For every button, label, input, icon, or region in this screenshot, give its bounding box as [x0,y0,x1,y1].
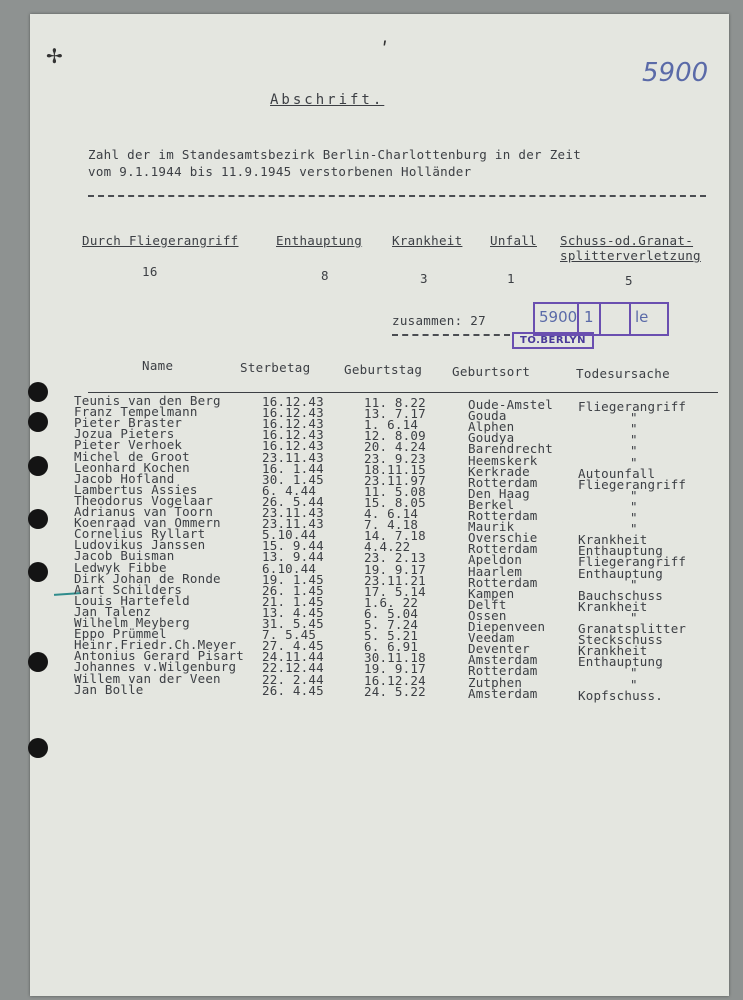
row-birth-date: 5. 7.24 [364,617,419,632]
row-death-date: 30. 1.45 [262,471,324,487]
punch-hole [28,456,48,476]
total-underline [392,334,510,336]
row-name: Ledwyk Fibbe [74,559,167,575]
destination-stamp: TO.BERLYN [512,332,594,349]
row-birth-date: 5. 5.21 [364,628,419,644]
total-label: zusammen: 27 [392,313,486,328]
row-cause: Granatsplitter [578,621,687,636]
row-birth-date: 19. 9.17 [364,661,426,677]
row-birth-place: Diepenveen [468,619,546,634]
row-cause: Fliegerangriff [578,476,687,492]
row-birth-place: Kerkrade [468,463,530,479]
row-death-date: 16.12.43 [262,438,324,454]
row-birth-date: 20. 4.24 [364,439,426,455]
row-birth-place: Berkel [468,496,515,512]
row-death-date: 7. 5.45 [262,627,317,643]
punch-hole [28,562,48,582]
row-cause: Autounfall [578,465,656,481]
document-page [30,14,729,996]
row-name: Jacob Buisman [74,548,175,564]
dashed-rule [88,195,706,197]
row-cause: Steckschuss [578,632,663,648]
row-name: Cornelius Ryllart [74,526,206,542]
row-name: Pieter Braster [74,415,183,431]
row-death-date: 6. 4.44 [262,482,317,498]
row-death-date: 19. 1.45 [262,571,324,587]
row-death-date: 23.11.43 [262,505,324,520]
row-cause: Fliegerangriff [578,554,687,570]
row-death-date: 26. 1.45 [262,582,324,598]
row-name: Dirk Johan de Ronde [74,570,221,586]
row-name: Franz Tempelmann [74,404,198,420]
row-death-date: 16.12.43 [262,416,324,432]
row-cause: " [630,432,638,448]
row-name: Jan Talenz [74,603,152,619]
stamp-field-3: le [635,308,649,326]
row-birth-place: Delft [468,596,507,612]
row-death-date: 21. 1.45 [262,593,324,609]
row-cause: " [630,676,638,692]
row-death-date: 16.12.43 [262,394,324,409]
row-birth-date: 1. 6.14 [364,417,419,433]
cause-heading-gunshot-line1: Schuss-od.Granat- [560,233,694,248]
row-death-date: 16.12.43 [262,405,324,421]
col-death-date: Sterbetag [240,360,311,375]
row-birth-place: Rotterdam [468,663,538,679]
row-name: Jan Bolle [74,681,144,697]
row-name: Koenraad van Ommern [74,515,221,531]
row-birth-date: 7. 4.18 [364,517,419,533]
row-name: Ludovikus Janssen [74,537,206,553]
col-birth-place: Geburtsort [452,364,531,379]
row-cause: Enthauptung [578,543,663,559]
row-death-date: 16. 1.44 [262,460,324,476]
stamp-field-2: 1 [584,308,594,326]
row-birth-date: 19. 9.17 [364,561,426,577]
row-birth-date: 11. 8.22 [364,395,426,410]
row-cause: " [630,454,638,470]
row-birth-place: Gouda [468,408,507,424]
row-name: Theodorus Vogelaar [74,492,214,508]
row-birth-place: Alphen [468,419,515,435]
punch-hole [28,509,48,529]
cause-heading-beheading: Enthauptung [276,233,363,248]
row-birth-place: Goudya [468,430,515,446]
row-birth-date: 16.12.24 [364,672,426,688]
row-birth-date: 23. 2.13 [364,550,426,566]
cause-heading-accident: Unfall [490,233,537,248]
row-death-date: 15. 9.44 [262,538,324,554]
row-name: Adrianus van Toorn [74,504,214,519]
punch-hole [28,382,48,402]
row-cause: Bauchschuss [578,587,663,603]
row-birth-place: Zutphen [468,674,523,690]
row-death-date: 23.11.43 [262,449,324,465]
cause-heading-air-raid: Durch Fliegerangriff [82,233,239,248]
row-cause: " [630,498,638,514]
cause-heading-illness: Krankheit [392,233,463,248]
row-death-date: 23.11.43 [262,516,324,532]
row-death-date: 13. 9.44 [262,549,324,565]
row-name: Jozua Pieters [74,426,175,442]
row-birth-date: 6. 5.04 [364,605,419,621]
cause-heading-gunshot-line2: splitterverletzung [560,248,701,263]
row-birth-place: Overschie [468,530,538,546]
row-cause: " [630,421,638,437]
row-birth-date: 6. 6.91 [364,639,419,655]
row-death-date: 22. 2.44 [262,671,324,687]
row-death-date: 24.11.44 [262,649,324,665]
row-birth-place: Apeldon [468,552,523,568]
row-death-date: 27. 4.45 [262,638,324,654]
row-birth-date: 1.6. 22 [364,594,419,610]
archive-stamp [533,302,669,336]
row-birth-place: Haarlem [468,563,523,579]
row-name: Johannes v.Wilgenburg [74,659,237,675]
row-cause: Enthauptung [578,654,663,670]
row-birth-place: Maurik [468,519,515,535]
row-name: Leonhard Kochen [74,459,190,475]
row-birth-date: 4.4.22 [364,539,411,555]
row-death-date: 5.10.44 [262,527,317,543]
row-death-date: 16.12.43 [262,427,324,443]
row-cause: " [630,521,638,537]
row-birth-date: 13. 7.17 [364,406,426,422]
row-birth-date: 4. 6.14 [364,506,419,521]
row-death-date: 31. 5.45 [262,616,324,631]
row-death-date: 6.10.44 [262,560,317,576]
row-cause: " [630,576,638,592]
row-birth-date: 11. 5.08 [364,483,426,499]
row-birth-place: Rotterdam [468,474,538,490]
row-birth-date: 17. 5.14 [364,583,426,599]
row-birth-date: 24. 5.22 [364,683,426,699]
row-name: Jacob Hofland [74,470,175,486]
document-title: Abschrift. [270,92,385,108]
row-birth-place: Deventer [468,641,530,657]
row-name: Pieter Verhoek [74,437,183,453]
row-birth-place: Ossen [468,607,507,623]
punch-hole [28,738,48,758]
row-name: Lambertus Assies [74,481,198,497]
row-death-date: 22.12.44 [262,660,324,676]
row-birth-date: 14. 7.18 [364,528,426,544]
row-birth-place: Veedam [468,630,515,646]
count-air-raid: 16 [142,264,158,279]
row-birth-date: 23.11.21 [364,572,426,588]
row-birth-date: 23.11.97 [364,472,426,488]
row-cause: " [630,665,638,681]
row-name: Louis Hartefeld [74,592,190,608]
corner-mark: ʹ [382,38,388,62]
row-cause: Enthauptung [578,565,663,581]
row-name: Aart Schilders [74,581,183,597]
row-death-date: 26. 5.44 [262,493,324,509]
row-birth-place: Rotterdam [468,541,538,557]
row-cause: Fliegerangriff [578,399,687,414]
count-accident: 1 [507,271,515,286]
row-name: Michel de Groot [74,448,190,464]
row-birth-date: 23. 9.23 [364,450,426,466]
col-birth-date: Geburtstag [344,362,423,377]
row-name: Antonius Gerard Pisart [74,648,244,664]
row-death-date: 13. 4.45 [262,604,324,620]
row-cause: Krankheit [578,598,648,614]
row-birth-place: Oude-Amstel [468,397,553,412]
stamp-number: 5900 [539,308,578,326]
count-illness: 3 [420,271,428,286]
row-birth-place: Rotterdam [468,508,538,523]
row-birth-place: Heemskerk [468,452,538,468]
row-death-date: 26. 4.45 [262,682,324,698]
row-cause: " [630,609,638,625]
row-birth-place: Amsterdam [468,652,538,668]
row-cause: " [630,487,638,503]
row-birth-date: 30.11.18 [364,650,426,666]
intro-line-2: vom 9.1.1944 bis 11.9.1945 verstorbenen Holländer [88,164,472,179]
count-beheading: 8 [321,268,329,283]
row-cause: " [630,443,638,459]
row-birth-place: Amsterdam [468,685,538,701]
count-gunshot: 5 [625,273,633,288]
corner-mark: ✢ [46,44,63,68]
row-cause: " [630,410,638,426]
row-name: Willem van der Veen [74,670,221,686]
row-birth-date: 12. 8.09 [364,428,426,444]
col-cause: Todesursache [576,366,670,381]
row-name: Teunis van den Berg [74,393,221,408]
row-birth-place: Den Haag [468,485,530,501]
handwritten-number: 5900 [642,58,709,88]
intro-line-1: Zahl der im Standesamtsbezirk Berlin-Charlottenburg in der Zeit [88,147,582,162]
row-birth-place: Kampen [468,585,515,601]
col-name: Name [142,358,174,373]
row-birth-place: Rotterdam [468,574,538,590]
row-name: Wilhelm Meyberg [74,615,190,630]
punch-hole [28,652,48,672]
row-cause: Kopfschuss. [578,687,663,703]
row-cause: " [630,510,638,525]
row-cause: Krankheit [578,532,648,548]
row-birth-place: Barendrecht [468,441,553,457]
row-name: Heinr.Friedr.Ch.Meyer [74,637,237,653]
row-cause: Krankheit [578,643,648,659]
row-birth-date: 18.11.15 [364,461,426,477]
row-birth-date: 15. 8.05 [364,494,426,510]
row-name: Eppo Prümmel [74,626,167,642]
punch-hole [28,412,48,432]
